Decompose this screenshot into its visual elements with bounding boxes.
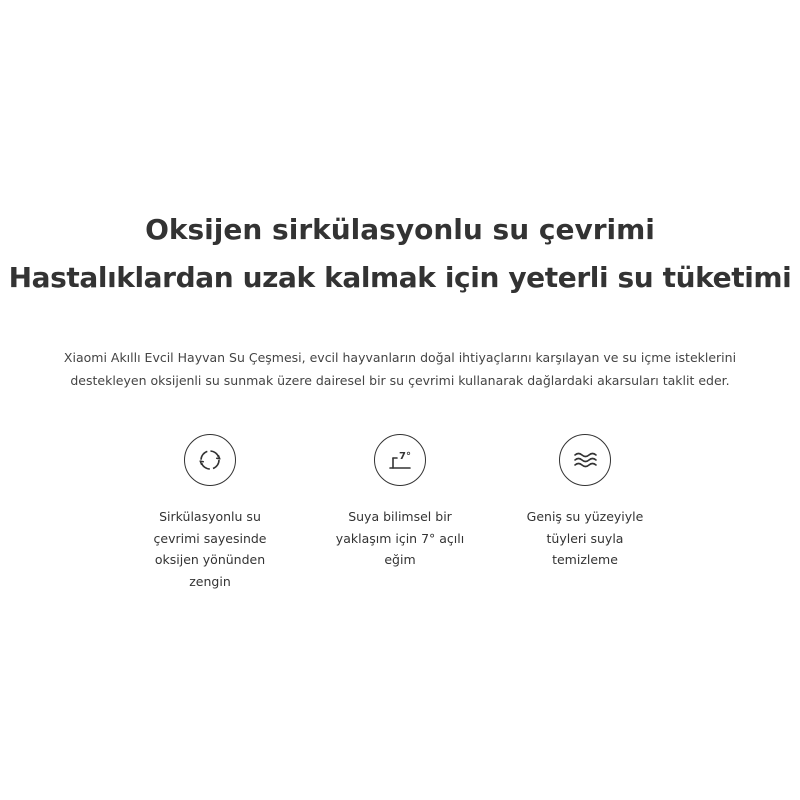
description-line-2: destekleyen oksijenli su sunmak üzere dairesel bir su çevrimi kullanarak dağlardaki akarsuları taklit eder. — [70, 373, 730, 388]
feature-text-line: tüyleri suyla — [546, 530, 624, 546]
feature-text-line: oksijen yönünden — [154, 552, 266, 567]
headline-line-1: Oksijen sirkülasyonlu su çevrimi — [145, 213, 655, 246]
feature-waves-text — [505, 506, 665, 571]
feature-circulation — [130, 434, 290, 592]
feature-text-line: zengin — [189, 573, 231, 589]
feature-text-line: Sirkülasyonlu su — [159, 509, 261, 524]
feature-text-line: eğim — [384, 552, 416, 567]
description — [20, 346, 780, 392]
feature-text-line: yaklaşım için 7° açılı — [335, 530, 465, 546]
feature-text-line: temizleme — [552, 552, 618, 567]
angle-icon-label: 7° — [399, 451, 411, 462]
feature-angle-text — [320, 506, 480, 571]
circulation-icon — [184, 434, 236, 486]
feature-circulation-text — [130, 506, 290, 592]
feature-text-line: çevrimi sayesinde — [153, 530, 267, 546]
feature-waves — [505, 434, 665, 571]
water-waves-icon — [559, 434, 611, 486]
feature-angle — [320, 434, 480, 571]
feature-text-line: Suya bilimsel bir — [348, 509, 452, 524]
description-line-1: Xiaomi Akıllı Evcil Hayvan Su Çeşmesi, evcil hayvanların doğal ihtiyaçlarını karşılayan ve su içme isteklerini — [63, 350, 737, 365]
headline-line-2: Hastalıklardan uzak kalmak için yeterli su tüketimi — [8, 261, 792, 294]
feature-text-line: Geniş su yüzeyiyle — [526, 509, 644, 524]
angle-7-degree-icon — [374, 434, 426, 486]
